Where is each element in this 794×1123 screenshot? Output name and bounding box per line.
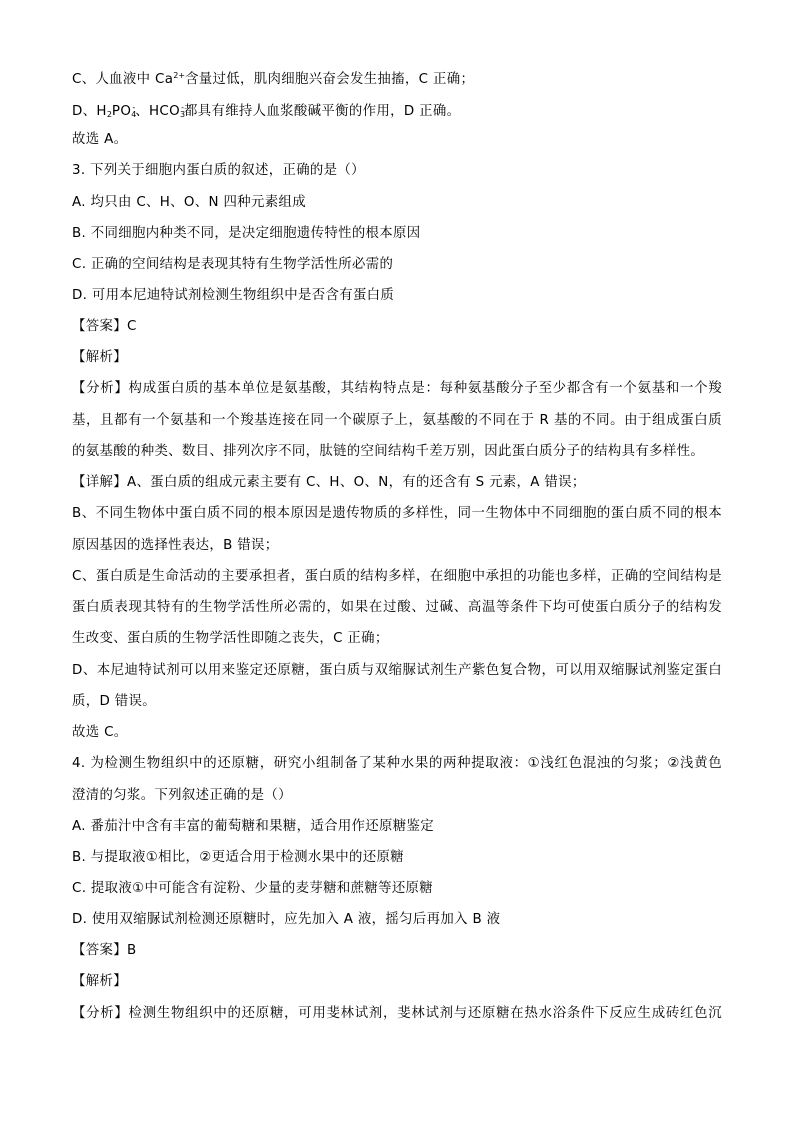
question-title: 3. 下列关于细胞内蛋白质的叙述，正确的是（） bbox=[72, 163, 365, 178]
superscript: - bbox=[181, 103, 184, 112]
subscript: 2 bbox=[106, 110, 112, 119]
text-span: 、HCO bbox=[135, 104, 180, 119]
text-line: 蛋白质表现其特有的生物学活性所必需的，如果在过酸、过碱、高温等条件下均可使蛋白质分子的结构发 bbox=[72, 600, 722, 615]
text-line: D、本尼迪特试剂可以用来鉴定还原糖，蛋白质与双缩脲试剂生产紫色复合物，可以用双缩脲试剂鉴定蛋白 bbox=[72, 663, 722, 678]
text-span: 含量过低，肌肉细胞兴奋会发生抽搐，C 正确； bbox=[185, 72, 475, 87]
option-b: B. 与提取液①相比，②更适合用于检测水果中的还原糖 bbox=[72, 850, 405, 865]
question-title: 4. 为检测生物组织中的还原糖，研究小组制备了某种水果的两种提取液：①浅红色混浊的匀浆；②浅黄色 bbox=[72, 756, 722, 771]
text-line bbox=[72, 67, 722, 89]
text-span: C、人血液中 Ca bbox=[72, 72, 174, 87]
text-line: 故选 A。 bbox=[72, 132, 128, 147]
text-line: 原因基因的选择性表达，B 错误； bbox=[72, 538, 279, 553]
analysis-label: 【解析】 bbox=[72, 350, 127, 365]
text-line: 基，且都有一个氨基和一个羧基连接在同一个碳原子上，氨基酸的不同在于 R 基的不同。由于组成蛋白质 bbox=[72, 413, 722, 428]
text-span: 都具有维持人血浆酸碱平衡的作用，D 正确。 bbox=[183, 104, 461, 119]
question-title: 澄清的匀浆。下列叙述正确的是（） bbox=[72, 788, 292, 803]
option-d: D. 可用本尼迪特试剂检测生物组织中是否含有蛋白质 bbox=[72, 288, 395, 303]
text-span: D、H bbox=[72, 104, 107, 119]
superscript: 2+ bbox=[173, 71, 186, 80]
superscript: - bbox=[132, 103, 136, 112]
text-line: 【分析】构成蛋白质的基本单位是氨基酸，其结构特点是：每种氨基酸分子至少都含有一个氨基和一个羧 bbox=[72, 381, 722, 396]
text-line: B、不同生物体中蛋白质不同的根本原因是遗传物质的多样性，同一生物体中不同细胞的蛋白质不同的根本 bbox=[72, 506, 722, 521]
answer-label: 【答案】B bbox=[72, 943, 137, 958]
option-c: C. 正确的空间结构是表现其特有生物学活性所必需的 bbox=[72, 257, 394, 272]
text-span: PO bbox=[111, 104, 132, 119]
subscript: 3 bbox=[179, 110, 186, 119]
text-line bbox=[72, 99, 722, 124]
subscript: 4 bbox=[131, 110, 137, 119]
option-a: A. 番茄汁中含有丰富的葡萄糖和果糖，适合用作还原糖鉴定 bbox=[72, 819, 435, 834]
text-line: 【详解】A、蛋白质的组成元素主要有 C、H、O、N，有的还含有 S 元素，A 错误； bbox=[72, 475, 586, 490]
option-d: D. 使用双缩脲试剂检测还原糖时，应先加入 A 液，摇匀后再加入 B 液 bbox=[72, 912, 501, 927]
text-line: 的氨基酸的种类、数目、排列次序不同，肽链的空间结构千差万别，因此蛋白质分子的结构具有多样性。 bbox=[72, 444, 705, 459]
answer-label: 【答案】C bbox=[72, 319, 137, 334]
text-line: 质，D 错误。 bbox=[72, 694, 156, 709]
text-line: 生改变、蛋白质的生物学活性即随之丧失，C 正确； bbox=[72, 631, 389, 646]
option-a: A. 均只由 C、H、O、N 四种元素组成 bbox=[72, 195, 306, 210]
text-line: 【分析】检测生物组织中的还原糖，可用斐林试剂，斐林试剂与还原糖在热水浴条件下反应生成砖红色沉 bbox=[72, 1006, 722, 1021]
option-c: C. 提取液①中可能含有淀粉、少量的麦芽糖和蔗糖等还原糖 bbox=[72, 881, 434, 896]
option-b: B. 不同细胞内种类不同，是决定细胞遗传特性的根本原因 bbox=[72, 226, 421, 241]
text-line: C、蛋白质是生命活动的主要承担者，蛋白质的结构多样，在细胞中承担的功能也多样，正确的空间结构是 bbox=[72, 569, 722, 584]
text-line: 故选 C。 bbox=[72, 725, 128, 740]
analysis-label: 【解析】 bbox=[72, 974, 127, 989]
